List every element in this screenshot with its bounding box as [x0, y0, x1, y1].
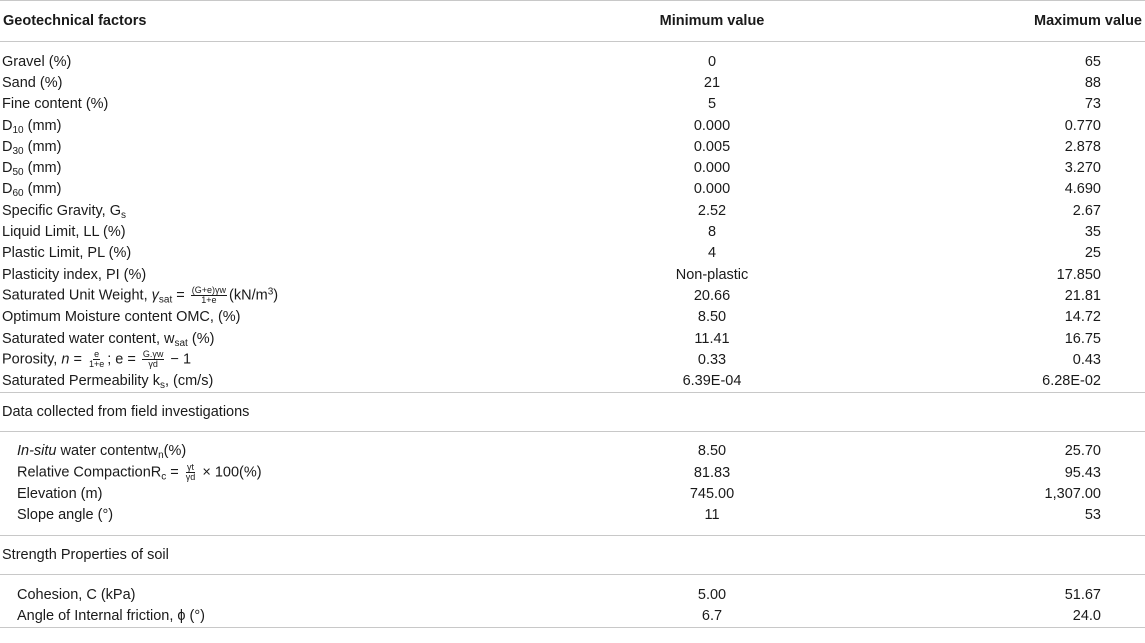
table-row — [0, 483, 1145, 504]
formula-fraction: $\frac{\gamma t}{\gamma d}$ — [185, 462, 196, 483]
row-label: Elevation (m) — [17, 485, 103, 502]
row-max: 21.81 — [1064, 287, 1101, 304]
row-label: Sand (%) — [2, 74, 63, 91]
row-min: 5.00 — [697, 586, 727, 603]
row-min: 745.00 — [689, 485, 735, 502]
row-min: Non-plastic — [675, 266, 749, 283]
row-max: 1,307.00 — [1044, 485, 1101, 502]
row-min: 4 — [707, 245, 717, 262]
table-row — [0, 370, 1145, 392]
row-min: 0.000 — [693, 160, 731, 177]
row-label: Porosity, n = $\frac{e}{1+e}$ ; e = $\frac{G.\gamma w}{\gamma d}$ − 1 — [2, 349, 192, 370]
table-row — [0, 584, 1145, 605]
table-row — [0, 136, 1145, 157]
row-label: Fine content (%) — [2, 96, 109, 113]
table-row — [0, 157, 1145, 178]
row-max: 2.878 — [1064, 138, 1101, 155]
row-max: 25.70 — [1064, 443, 1101, 460]
row-max: 65 — [1084, 53, 1101, 70]
row-max: 17.850 — [1056, 266, 1101, 283]
header-geotechnical-factors: Geotechnical factors — [3, 13, 147, 29]
row-label: Cohesion, C (kPa) — [17, 586, 136, 603]
table-row — [0, 441, 1145, 462]
row-label: Plastic Limit, PL (%) — [2, 245, 132, 262]
row-min: 0.000 — [693, 181, 731, 198]
row-max: 88 — [1084, 74, 1101, 91]
row-min: 6.7 — [517, 605, 907, 627]
row-label: Specific Gravity, $G_s$ — [2, 202, 126, 221]
section-title: Data collected from field investigations — [0, 392, 1145, 431]
table-row — [0, 72, 1145, 93]
table-row — [0, 505, 1145, 526]
table-row — [0, 221, 1145, 242]
section-header-strength — [0, 535, 1145, 574]
row-min: 11 — [704, 507, 720, 524]
row-label: $D_{50}$ (mm) — [2, 160, 62, 179]
table-row — [0, 200, 1145, 221]
table-row — [0, 307, 1145, 328]
row-max: 4.690 — [1064, 181, 1101, 198]
table-header-row — [0, 1, 1145, 42]
row-label: Saturated Unit Weight, $\gamma_{sat}$ = $\frac{(G+e)\gamma w}{1+e}$ $(kN/m^3)$ — [2, 285, 279, 306]
row-max: 3.270 — [1064, 160, 1101, 177]
formula-fraction: $\frac{G.\gamma w}{\gamma d}$ — [142, 349, 164, 370]
table-row — [0, 179, 1145, 200]
row-min: 0.33 — [697, 351, 727, 368]
row-min: 8 — [707, 224, 717, 241]
section-title: Strength Properties of soil — [0, 535, 1145, 574]
row-min: 21 — [703, 74, 721, 91]
header-maximum-value: Maximum value — [1034, 13, 1142, 29]
row-min: 81.83 — [693, 464, 731, 481]
row-min: 11.41 — [694, 330, 730, 347]
row-label: In-situ water contentw$_n$(%) — [17, 443, 187, 462]
row-max: 6.28E-02 — [1042, 373, 1101, 390]
row-max: 0.43 — [1072, 351, 1101, 368]
row-label: $D_{30}$ (mm) — [2, 138, 62, 157]
row-label: $D_{10}$ (mm) — [2, 117, 62, 136]
row-label: Angle of Internal friction, ϕ (°) — [0, 605, 517, 627]
formula-fraction: $\frac{e}{1+e}$ — [88, 349, 105, 370]
table-row — [0, 605, 1145, 627]
formula-fraction: $\frac{(G+e)\gamma w}{1+e}$ — [191, 285, 227, 306]
row-max: 51.67 — [1064, 586, 1101, 603]
table-row — [0, 243, 1145, 264]
table-row — [0, 51, 1145, 72]
row-max: 14.72 — [1064, 309, 1101, 326]
row-min: 0.005 — [693, 138, 731, 155]
row-min: 2.52 — [697, 202, 727, 219]
table-row — [0, 349, 1145, 370]
table-row — [0, 328, 1145, 349]
header-minimum-value: Minimum value — [659, 13, 765, 29]
table-row — [0, 264, 1145, 285]
row-max: 0.770 — [1064, 117, 1101, 134]
row-label: Slope angle (°) — [17, 507, 114, 524]
row-max: 35 — [1084, 224, 1101, 241]
row-min: 8.50 — [697, 309, 727, 326]
row-min: 20.66 — [693, 287, 731, 304]
row-max: 2.67 — [1072, 202, 1101, 219]
row-label: Optimum Moisture content OMC, (%) — [2, 309, 241, 326]
table-row — [0, 462, 1145, 483]
table-row — [0, 285, 1145, 306]
row-max: 53 — [1084, 507, 1101, 524]
row-label: Gravel (%) — [2, 53, 72, 70]
row-min: 0.000 — [693, 117, 731, 134]
table-row — [0, 94, 1145, 115]
row-label: Relative CompactionR$_c$ = $\frac{\gamma t}{\gamma d}$ × 100(%) — [17, 462, 262, 483]
section-header-field — [0, 392, 1145, 431]
row-label: Plasticity index, PI (%) — [2, 266, 147, 283]
row-label: Saturated water content, $w_{sat}$ (%) — [2, 330, 215, 349]
row-min: 6.39E-04 — [682, 373, 742, 390]
row-max: 73 — [1084, 96, 1101, 113]
row-max: 95.43 — [1064, 464, 1101, 481]
table-row — [0, 115, 1145, 136]
row-label: $D_{60}$ (mm) — [2, 181, 62, 200]
row-min: 0 — [707, 53, 717, 70]
row-max: 24.0 — [907, 605, 1145, 627]
row-min: 8.50 — [697, 443, 727, 460]
row-max: 16.75 — [1064, 330, 1101, 347]
row-label: Saturated Permeability $k_s$, (cm/s) — [2, 373, 214, 392]
row-max: 25 — [1084, 245, 1101, 262]
row-min: 5 — [707, 96, 717, 113]
row-label: Liquid Limit, LL (%) — [2, 224, 126, 241]
